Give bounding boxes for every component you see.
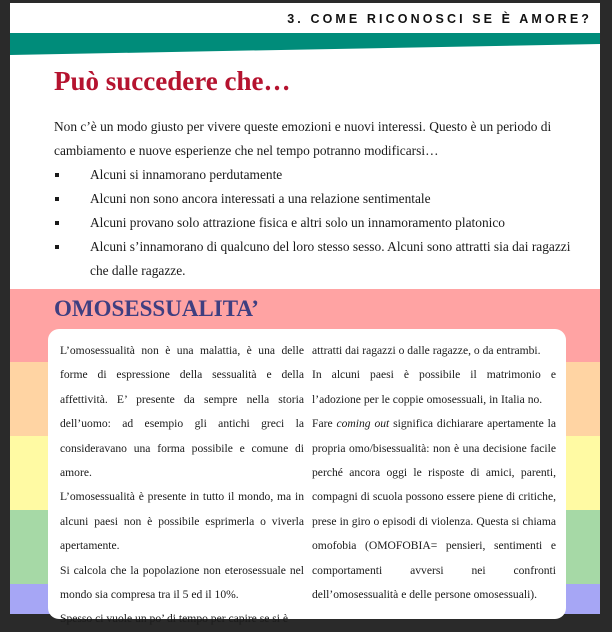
list-item-text: Alcuni s’innamorano di qualcuno del loro stesso sesso. Alcuni sono attratti sia dai ragazzi che dalle ragazze.	[90, 239, 571, 278]
chapter-header: 3. COME RICONOSCI SE È AMORE?	[287, 12, 592, 26]
text-run: significa dichiarare apertamente la propria omo/bisessualità: non è una decisione facile perché ancora oggi le risposte di amici, parenti, compagni di scuola possono essere piene di critiche, prese in giro o episodi di violenza. Questa si chiama omofobia (OMOFOBIA= pensieri, sentimenti e comportamenti avversi nei confronti dell’omosessualità e delle persone omosessuali).	[312, 417, 557, 602]
omosessualita-card	[48, 329, 566, 626]
paragraph: Si calcola che la popolazione non eterosessuale nel mondo sia compresa tra il 5 ed il 10%.	[60, 563, 304, 602]
list-item	[54, 163, 574, 187]
list-item-text: Alcuni si innamorano perdutamente	[90, 167, 283, 182]
paragraph: L’omosessualità è presente in tutto il mondo, ma in alcuni paesi non è possibile esprimerla o viverla apertamente.	[60, 490, 304, 553]
square-bullet-icon	[55, 173, 59, 177]
document-page	[10, 3, 600, 626]
section-title: Può succedere che…	[54, 66, 291, 96]
left-column	[60, 339, 304, 632]
paragraph: attratti dai ragazzi o dalle ragazze, o da entrambi.	[312, 344, 541, 357]
teal-band-shape	[10, 33, 600, 55]
right-column	[312, 339, 556, 607]
list-item	[54, 235, 574, 283]
square-bullet-icon	[55, 245, 59, 249]
paragraph	[312, 412, 556, 607]
bullet-list	[54, 163, 574, 283]
list-item-text: Alcuni provano solo attrazione fisica e altri solo un innamoramento platonico	[90, 215, 505, 230]
paragraph: Spesso ci vuole un po’ di tempo per capire se si è	[60, 612, 289, 626]
square-bullet-icon	[55, 197, 59, 201]
square-bullet-icon	[55, 221, 59, 225]
coming-out-term: coming out	[336, 417, 390, 431]
list-item	[54, 211, 574, 235]
omosessualita-title: OMOSESSUALITA’	[54, 296, 259, 321]
paragraph: In alcuni paesi è possibile il matrimonio e l’adozione per le coppie omosessuali, in Italia no.	[312, 368, 556, 406]
teal-header-band	[10, 33, 600, 56]
paragraph: L’omosessualità non è una malattia, è una delle forme di espressione della sessualità e della affettività. E’ presente da sempre nella storia dell’uomo: ad esempio gli antichi greci la consideravano una forma possibile e comune di amore.	[60, 344, 304, 480]
list-item-text: Alcuni non sono ancora interessati a una relazione sentimentale	[90, 191, 431, 206]
text-run: Fare	[312, 417, 337, 431]
intro-paragraph: Non c’è un modo giusto per vivere queste emozioni e nuovi interessi. Questo è un periodo di cambiamento e nuove esperienze che nel tempo potranno modificarsi…	[54, 119, 552, 158]
list-item	[54, 187, 574, 211]
